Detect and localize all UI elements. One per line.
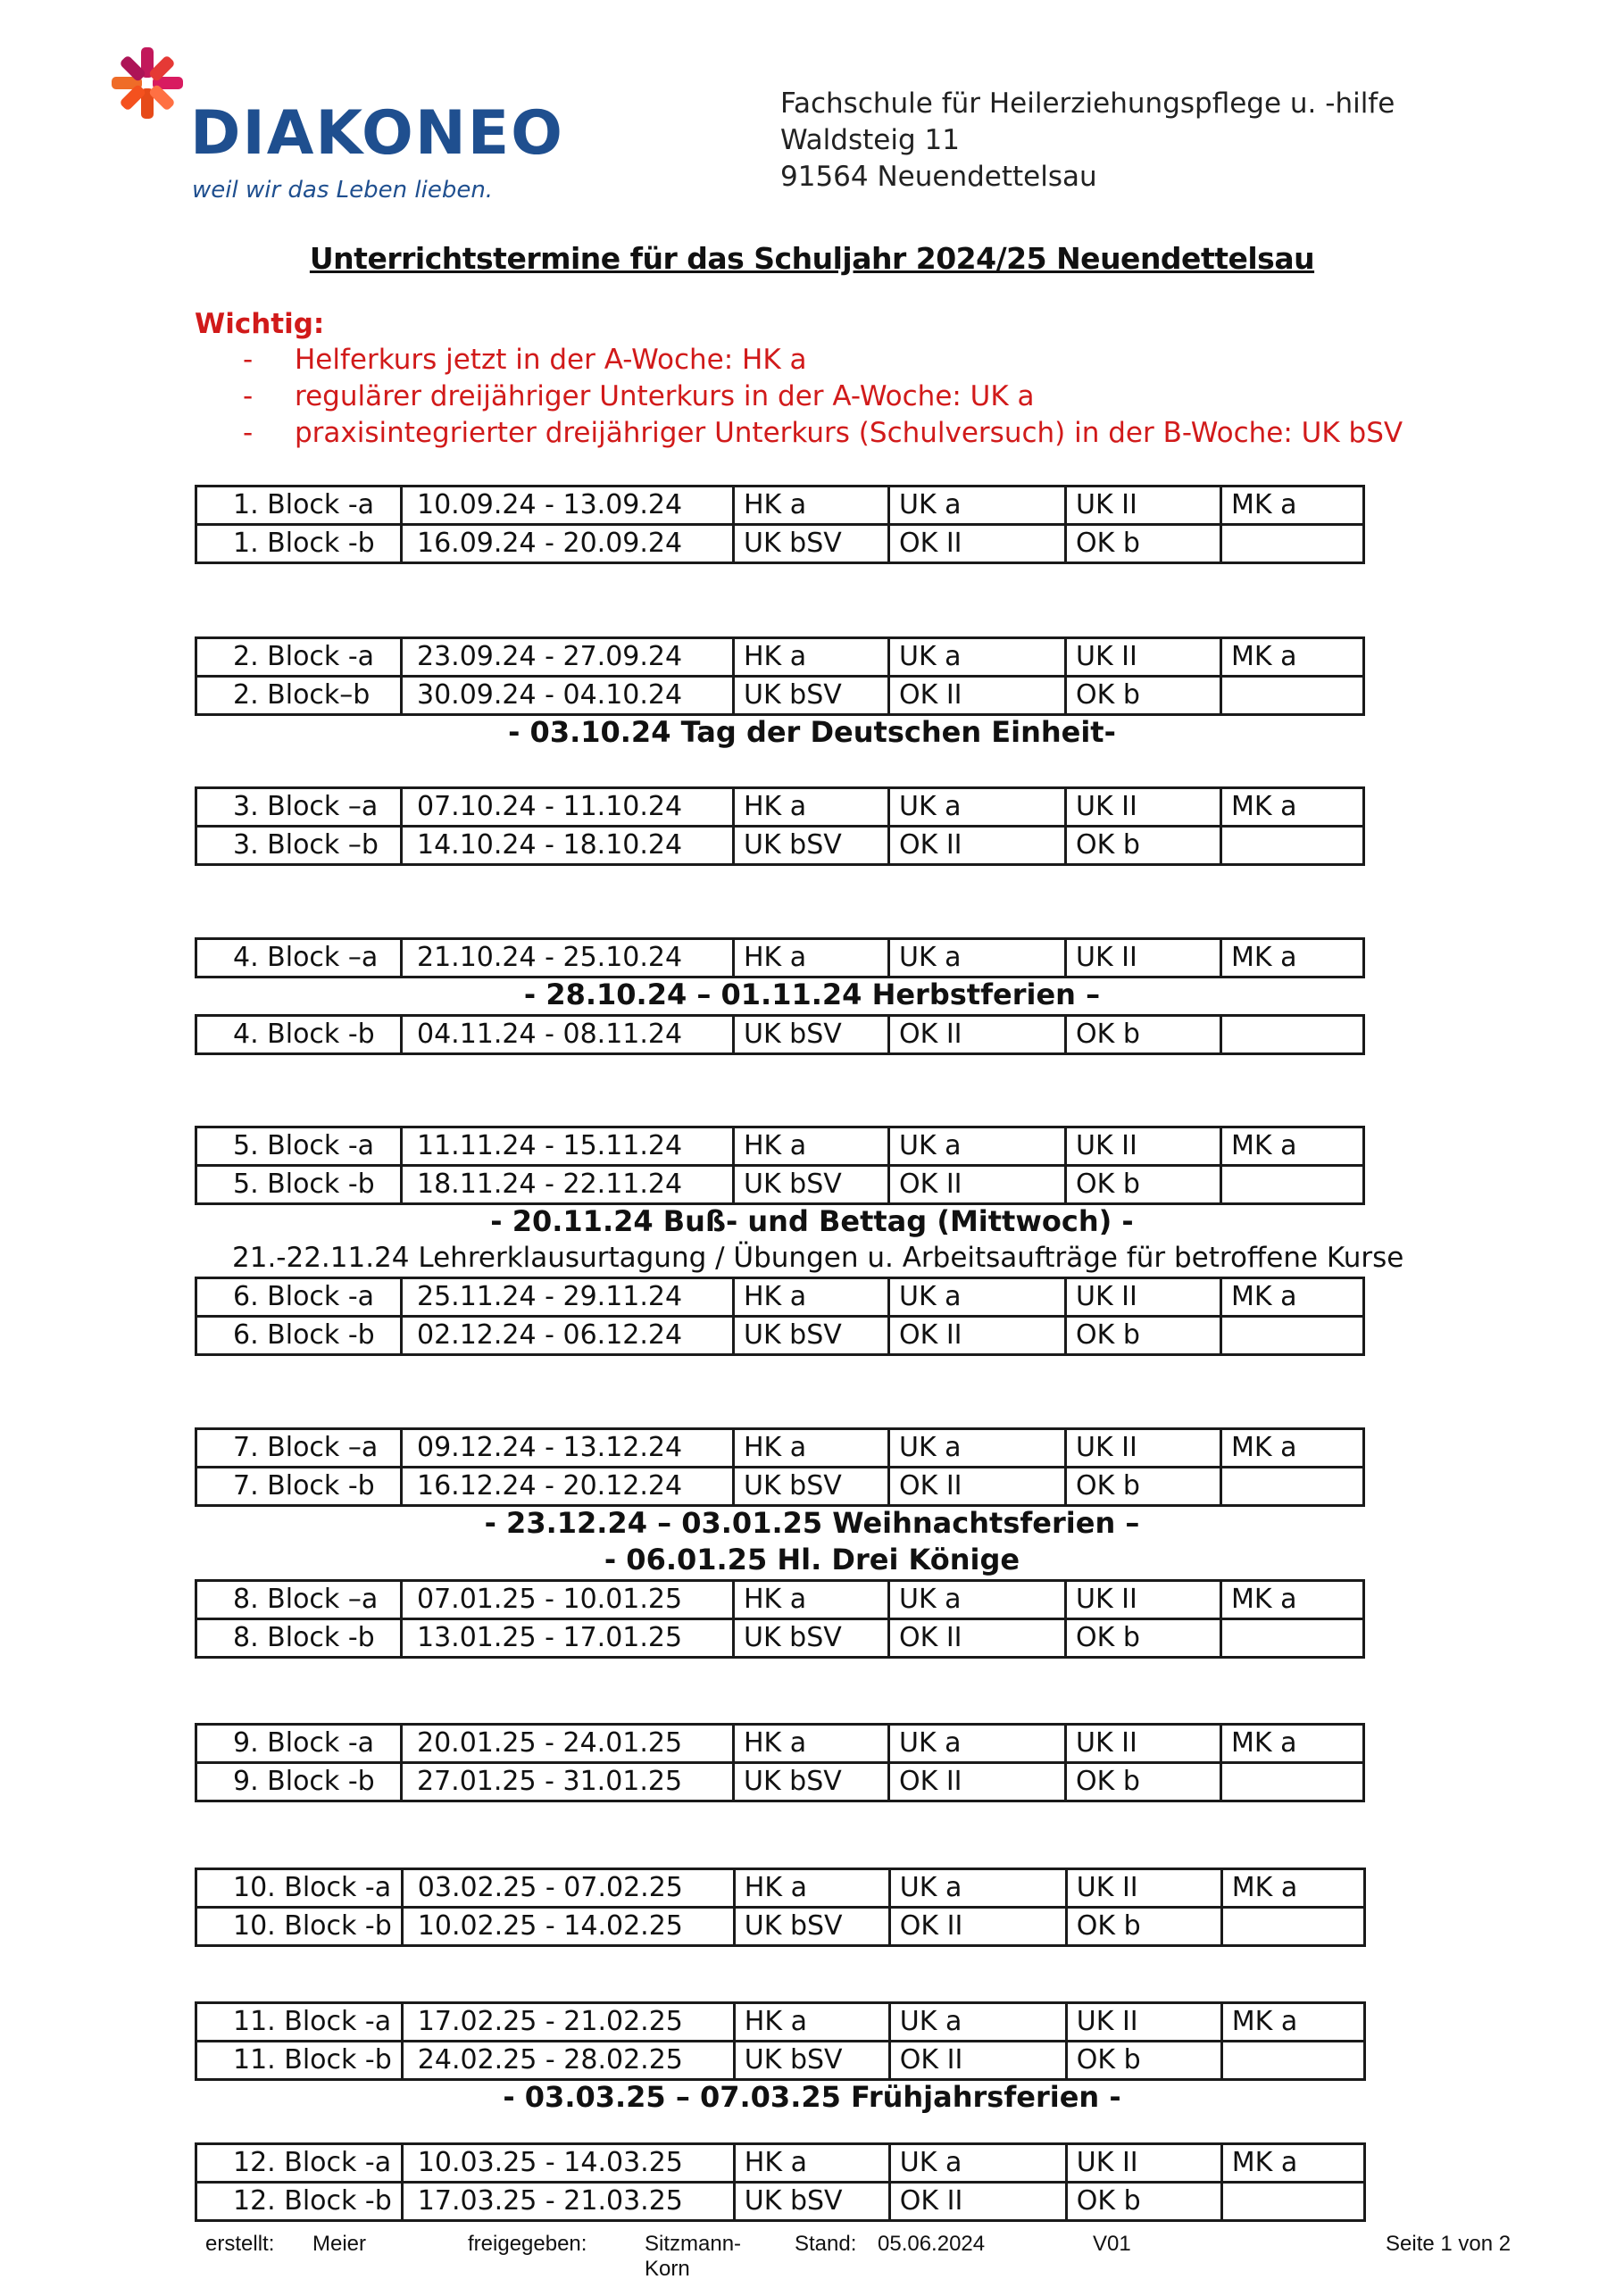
block-table-8 bbox=[195, 1579, 1365, 1659]
course-cell: UK II bbox=[1066, 1581, 1221, 1619]
course-cell: UK a bbox=[889, 1278, 1066, 1317]
footer-approved-label: freigegeben: bbox=[468, 2232, 587, 2256]
block-label: 8. Block –a bbox=[196, 1581, 402, 1619]
block-label: 3. Block –b bbox=[196, 827, 402, 865]
table-row bbox=[196, 1016, 1364, 1054]
table-row bbox=[196, 1429, 1364, 1468]
course-cell: MK a bbox=[1221, 1429, 1364, 1468]
course-cell: UK II bbox=[1066, 788, 1221, 827]
table-row bbox=[196, 677, 1364, 715]
important-list bbox=[195, 342, 1403, 452]
course-cell bbox=[1221, 1619, 1364, 1658]
course-cell: UK II bbox=[1066, 2003, 1221, 2042]
course-cell: OK b bbox=[1066, 1016, 1221, 1054]
course-cell bbox=[1221, 1016, 1364, 1054]
course-cell: UK II bbox=[1066, 2144, 1221, 2183]
course-cell: MK a bbox=[1221, 788, 1364, 827]
course-cell: OK b bbox=[1066, 2042, 1221, 2080]
block-label: 6. Block -b bbox=[196, 1317, 402, 1355]
table-row bbox=[196, 1581, 1364, 1619]
important-item: - praxisintegrierter dreijähriger Unterkurs (Schulversuch) in der B-Woche: UK bSV bbox=[243, 417, 1403, 449]
block-dates: 20.01.25 - 24.01.25 bbox=[402, 1725, 734, 1763]
footer-version: V01 bbox=[1093, 2232, 1131, 2256]
block-table-5 bbox=[195, 1126, 1365, 1205]
course-cell: OK b bbox=[1066, 1908, 1221, 1946]
block-dates: 25.11.24 - 29.11.24 bbox=[402, 1278, 734, 1317]
block-dates: 10.09.24 - 13.09.24 bbox=[402, 487, 734, 525]
holiday-note: - 23.12.24 – 03.01.25 Weihnachtsferien – bbox=[484, 1506, 1140, 1540]
school-name: Fachschule für Heilerziehungspflege u. -hilfe bbox=[780, 87, 1395, 120]
block-table-2 bbox=[195, 636, 1365, 716]
table-row bbox=[196, 939, 1364, 977]
block-label: 7. Block -b bbox=[196, 1468, 402, 1506]
block-dates: 07.01.25 - 10.01.25 bbox=[402, 1581, 734, 1619]
course-cell: OK II bbox=[889, 1908, 1066, 1946]
course-cell: HK a bbox=[734, 2144, 889, 2183]
block-dates: 14.10.24 - 18.10.24 bbox=[402, 827, 734, 865]
block-dates: 10.03.25 - 14.03.25 bbox=[402, 2144, 734, 2183]
footer-created-label: erstellt: bbox=[205, 2232, 275, 2256]
course-cell: UK a bbox=[889, 1869, 1066, 1908]
table-row bbox=[196, 1763, 1364, 1801]
course-cell: OK II bbox=[889, 1468, 1066, 1506]
course-cell: UK II bbox=[1066, 1869, 1221, 1908]
course-cell: UK II bbox=[1066, 1725, 1221, 1763]
table-row bbox=[196, 525, 1364, 563]
course-cell: HK a bbox=[734, 1127, 889, 1166]
holiday-note: - 03.10.24 Tag der Deutschen Einheit- bbox=[508, 715, 1116, 749]
table-row bbox=[196, 2003, 1365, 2042]
course-cell: HK a bbox=[734, 487, 889, 525]
course-cell: UK a bbox=[889, 1581, 1066, 1619]
course-cell bbox=[1221, 827, 1364, 865]
block-dates: 09.12.24 - 13.12.24 bbox=[402, 1429, 734, 1468]
course-cell: OK b bbox=[1066, 2183, 1221, 2221]
block-table-11 bbox=[195, 2001, 1366, 2081]
course-cell: OK II bbox=[889, 2042, 1066, 2080]
course-cell: HK a bbox=[734, 788, 889, 827]
block-label: 1. Block -b bbox=[196, 525, 402, 563]
course-cell bbox=[1221, 1468, 1364, 1506]
block-label: 2. Block–b bbox=[196, 677, 402, 715]
block-table-7 bbox=[195, 1427, 1365, 1507]
course-cell: OK b bbox=[1066, 1166, 1221, 1204]
course-cell: UK bSV bbox=[734, 1166, 889, 1204]
table-row bbox=[196, 2144, 1365, 2183]
table-row bbox=[196, 1278, 1364, 1317]
course-cell: HK a bbox=[734, 1869, 889, 1908]
course-cell: MK a bbox=[1221, 2003, 1364, 2042]
course-cell: MK a bbox=[1221, 1278, 1364, 1317]
course-cell: OK II bbox=[889, 827, 1066, 865]
table-row bbox=[196, 1127, 1364, 1166]
footer-status-label: Stand: bbox=[795, 2232, 857, 2256]
course-cell bbox=[1221, 2042, 1364, 2080]
course-cell: UK a bbox=[889, 788, 1066, 827]
course-cell: HK a bbox=[734, 1429, 889, 1468]
block-label: 3. Block –a bbox=[196, 788, 402, 827]
course-cell: UK a bbox=[889, 2144, 1066, 2183]
holiday-note: - 20.11.24 Buß- und Bettag (Mittwoch) - bbox=[490, 1204, 1134, 1238]
school-city: 91564 Neuendettelsau bbox=[780, 161, 1097, 193]
course-cell: MK a bbox=[1221, 487, 1364, 525]
block-dates: 17.02.25 - 21.02.25 bbox=[402, 2003, 734, 2042]
table-row bbox=[196, 827, 1364, 865]
course-cell: UK a bbox=[889, 939, 1066, 977]
block-dates: 18.11.24 - 22.11.24 bbox=[402, 1166, 734, 1204]
course-cell bbox=[1221, 2183, 1364, 2221]
course-cell: UK a bbox=[889, 638, 1066, 677]
course-cell: UK II bbox=[1066, 1278, 1221, 1317]
block-dates: 21.10.24 - 25.10.24 bbox=[402, 939, 734, 977]
holiday-note: - 06.01.25 Hl. Drei Könige bbox=[604, 1543, 1020, 1576]
block-dates: 13.01.25 - 17.01.25 bbox=[402, 1619, 734, 1658]
course-cell: OK II bbox=[889, 1619, 1066, 1658]
course-cell bbox=[1221, 1166, 1364, 1204]
logo-wordmark: DIAKONEO bbox=[190, 98, 564, 169]
block-label: 4. Block –a bbox=[196, 939, 402, 977]
course-cell: OK b bbox=[1066, 1317, 1221, 1355]
course-cell: UK bSV bbox=[734, 677, 889, 715]
block-table-12 bbox=[195, 2142, 1366, 2222]
block-table-10 bbox=[195, 1868, 1366, 1947]
table-row bbox=[196, 1908, 1365, 1946]
course-cell: OK II bbox=[889, 1317, 1066, 1355]
table-row bbox=[196, 638, 1364, 677]
course-cell: UK bSV bbox=[734, 1908, 889, 1946]
block-label: 9. Block -b bbox=[196, 1763, 402, 1801]
block-dates: 07.10.24 - 11.10.24 bbox=[402, 788, 734, 827]
block-dates: 27.01.25 - 31.01.25 bbox=[402, 1763, 734, 1801]
block-table-4b bbox=[195, 1014, 1365, 1055]
table-row bbox=[196, 1468, 1364, 1506]
diakoneo-star-icon bbox=[111, 46, 184, 120]
block-dates: 11.11.24 - 15.11.24 bbox=[402, 1127, 734, 1166]
course-cell: UK bSV bbox=[734, 1468, 889, 1506]
course-cell: UK bSV bbox=[734, 2183, 889, 2221]
block-label: 11. Block -a bbox=[196, 2003, 403, 2042]
block-label: 4. Block -b bbox=[196, 1016, 402, 1054]
logo-tagline: weil wir das Leben lieben. bbox=[192, 177, 494, 204]
block-dates: 23.09.24 - 27.09.24 bbox=[402, 638, 734, 677]
block-dates: 03.02.25 - 07.02.25 bbox=[402, 1869, 734, 1908]
important-notice bbox=[195, 306, 1403, 452]
course-cell: OK II bbox=[889, 2183, 1066, 2221]
block-table-4a bbox=[195, 937, 1365, 978]
course-cell: MK a bbox=[1221, 1127, 1364, 1166]
block-label: 9. Block -a bbox=[196, 1725, 402, 1763]
course-cell: UK bSV bbox=[734, 827, 889, 865]
course-cell bbox=[1221, 677, 1364, 715]
block-label: 5. Block -a bbox=[196, 1127, 402, 1166]
course-cell: OK b bbox=[1066, 1619, 1221, 1658]
school-street: Waldsteig 11 bbox=[780, 124, 960, 156]
block-label: 1. Block -a bbox=[196, 487, 402, 525]
table-row bbox=[196, 1166, 1364, 1204]
course-cell: UK a bbox=[889, 1127, 1066, 1166]
table-row bbox=[196, 2042, 1365, 2080]
diakoneo-logo bbox=[107, 45, 564, 210]
block-dates: 30.09.24 - 04.10.24 bbox=[402, 677, 734, 715]
course-cell: OK II bbox=[889, 1016, 1066, 1054]
footer-created-by: Meier bbox=[312, 2232, 367, 2256]
important-item: - Helferkurs jetzt in der A-Woche: HK a bbox=[243, 344, 807, 376]
block-label: 8. Block -b bbox=[196, 1619, 402, 1658]
course-cell bbox=[1221, 1908, 1364, 1946]
important-item: - regulärer dreijähriger Unterkurs in der A-Woche: UK a bbox=[243, 380, 1035, 412]
holiday-note: - 03.03.25 – 07.03.25 Frühjahrsferien - bbox=[503, 2080, 1121, 2114]
block-table-9 bbox=[195, 1723, 1365, 1802]
block-dates: 16.12.24 - 20.12.24 bbox=[402, 1468, 734, 1506]
course-cell: MK a bbox=[1221, 1869, 1364, 1908]
block-label: 2. Block -a bbox=[196, 638, 402, 677]
course-cell: OK II bbox=[889, 1166, 1066, 1204]
teacher-retreat-note: 21.-22.11.24 Lehrerklausurtagung / Übungen u. Arbeitsaufträge für betroffene Kurse bbox=[232, 1242, 1404, 1274]
course-cell: UK bSV bbox=[734, 1619, 889, 1658]
course-cell: OK II bbox=[889, 677, 1066, 715]
footer-status-date: 05.06.2024 bbox=[878, 2232, 986, 2256]
course-cell: UK bSV bbox=[734, 1317, 889, 1355]
block-label: 5. Block -b bbox=[196, 1166, 402, 1204]
footer-approved-by-cont: Korn bbox=[645, 2257, 690, 2281]
course-cell: HK a bbox=[734, 638, 889, 677]
course-cell: UK a bbox=[889, 1429, 1066, 1468]
block-dates: 16.09.24 - 20.09.24 bbox=[402, 525, 734, 563]
course-cell: UK II bbox=[1066, 638, 1221, 677]
course-cell: UK II bbox=[1066, 1429, 1221, 1468]
course-cell: UK II bbox=[1066, 939, 1221, 977]
course-cell: UK bSV bbox=[734, 2042, 889, 2080]
block-dates: 04.11.24 - 08.11.24 bbox=[402, 1016, 734, 1054]
course-cell: MK a bbox=[1221, 2144, 1364, 2183]
block-label: 6. Block -a bbox=[196, 1278, 402, 1317]
block-label: 10. Block -b bbox=[196, 1908, 403, 1946]
block-dates: 17.03.25 - 21.03.25 bbox=[402, 2183, 734, 2221]
course-cell: UK a bbox=[889, 487, 1066, 525]
course-cell: OK II bbox=[889, 525, 1066, 563]
table-row bbox=[196, 1619, 1364, 1658]
course-cell bbox=[1221, 1317, 1364, 1355]
course-cell: HK a bbox=[734, 2003, 889, 2042]
block-dates: 24.02.25 - 28.02.25 bbox=[402, 2042, 734, 2080]
table-row bbox=[196, 487, 1364, 525]
table-row bbox=[196, 1869, 1365, 1908]
course-cell: MK a bbox=[1221, 939, 1364, 977]
school-address bbox=[780, 86, 1395, 195]
course-cell: OK b bbox=[1066, 1468, 1221, 1506]
course-cell: OK b bbox=[1066, 677, 1221, 715]
block-label: 12. Block -b bbox=[196, 2183, 403, 2221]
table-row bbox=[196, 1725, 1364, 1763]
block-table-6 bbox=[195, 1277, 1365, 1356]
course-cell: HK a bbox=[734, 939, 889, 977]
course-cell: OK b bbox=[1066, 1763, 1221, 1801]
course-cell: UK II bbox=[1066, 1127, 1221, 1166]
block-label: 12. Block -a bbox=[196, 2144, 403, 2183]
table-row bbox=[196, 788, 1364, 827]
table-row bbox=[196, 2183, 1365, 2221]
course-cell: UK a bbox=[889, 2003, 1066, 2042]
block-label: 7. Block –a bbox=[196, 1429, 402, 1468]
course-cell bbox=[1221, 1763, 1364, 1801]
course-cell: OK b bbox=[1066, 827, 1221, 865]
block-table-1 bbox=[195, 485, 1365, 564]
footer-approved-by: Sitzmann- bbox=[645, 2232, 742, 2256]
course-cell: HK a bbox=[734, 1725, 889, 1763]
course-cell: MK a bbox=[1221, 638, 1364, 677]
important-heading: Wichtig: bbox=[195, 308, 325, 340]
course-cell: UK bSV bbox=[734, 1763, 889, 1801]
course-cell: MK a bbox=[1221, 1581, 1364, 1619]
block-dates: 02.12.24 - 06.12.24 bbox=[402, 1317, 734, 1355]
course-cell: HK a bbox=[734, 1278, 889, 1317]
block-label: 10. Block -a bbox=[196, 1869, 403, 1908]
block-label: 11. Block -b bbox=[196, 2042, 403, 2080]
course-cell: UK bSV bbox=[734, 1016, 889, 1054]
table-row bbox=[196, 1317, 1364, 1355]
block-table-3 bbox=[195, 786, 1365, 866]
footer-page-number: Seite 1 von 2 bbox=[1386, 2232, 1512, 2256]
course-cell: UK a bbox=[889, 1725, 1066, 1763]
course-cell: OK b bbox=[1066, 525, 1221, 563]
holiday-note: - 28.10.24 – 01.11.24 Herbstferien – bbox=[523, 977, 1101, 1011]
course-cell bbox=[1221, 525, 1364, 563]
course-cell: UK bSV bbox=[734, 525, 889, 563]
course-cell: UK II bbox=[1066, 487, 1221, 525]
course-cell: HK a bbox=[734, 1581, 889, 1619]
course-cell: MK a bbox=[1221, 1725, 1364, 1763]
page-title: Unterrichtstermine für das Schuljahr 2024/25 Neuendettelsau bbox=[309, 241, 1315, 276]
block-dates: 10.02.25 - 14.02.25 bbox=[402, 1908, 734, 1946]
course-cell: OK II bbox=[889, 1763, 1066, 1801]
